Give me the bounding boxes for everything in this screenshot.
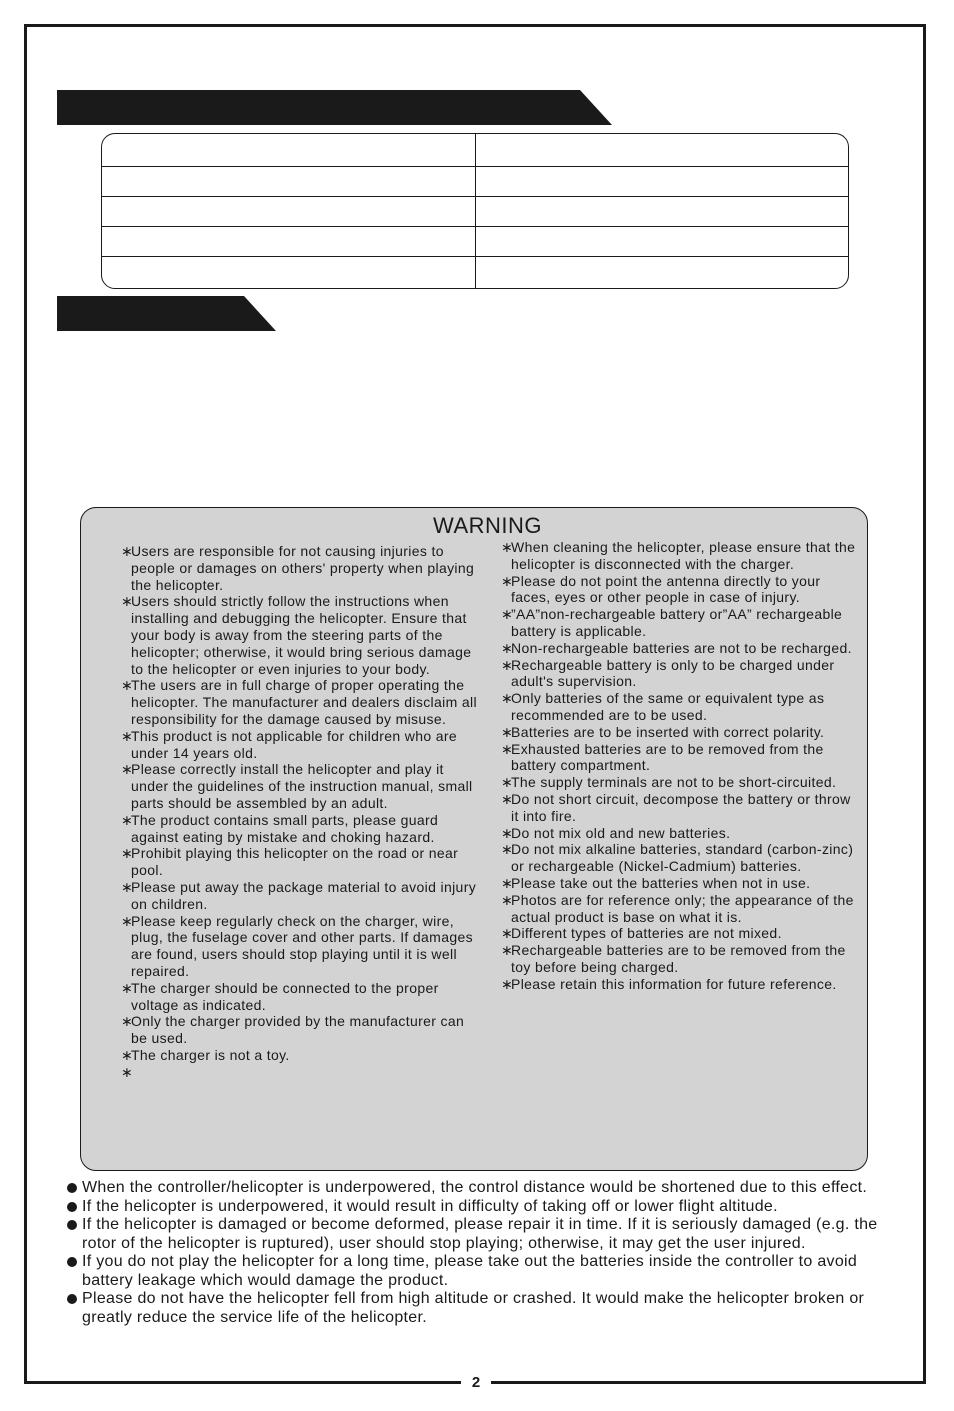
warning-item <box>501 573 861 607</box>
warning-item <box>501 892 861 926</box>
asterisk-icon: ∗ <box>121 979 134 996</box>
asterisk-icon: ∗ <box>501 975 514 992</box>
warning-item-text: Do not short circuit, decompose the battery or throw it into fire. <box>511 790 851 824</box>
warning-item-text: The charger should be connected to the proper voltage as indicated. <box>131 979 439 1013</box>
warning-item <box>501 690 861 724</box>
warning-item-text: Users are responsible for not causing injuries to people or damages on others' property when playing the helicopter. <box>131 543 475 593</box>
asterisk-icon: ∗ <box>501 942 514 959</box>
warning-item-text: Please take out the batteries when not in use. <box>511 874 811 891</box>
page-number: 2 <box>461 1373 491 1393</box>
bullet-icon <box>67 1294 77 1304</box>
note-text: Please do not have the helicopter fell from high altitude or crashed. It would make the helicopter broken or greatly reduce the service life of the helicopter. <box>82 1290 865 1326</box>
note-text: If the helicopter is damaged or become deformed, please repair it in time. If it is seriously damaged (e.g. the rotor of the helicopter is ruptured), user should stop playing; otherwise, it may get the user injured. <box>82 1216 878 1252</box>
spec-cell <box>476 257 848 288</box>
asterisk-icon: ∗ <box>501 790 514 807</box>
warning-item-text: This product is not applicable for children who are under 14 years old. <box>131 727 458 761</box>
warning-item <box>501 925 861 942</box>
warning-item-text: Only the charger provided by the manufacturer can be used. <box>131 1013 465 1047</box>
warning-item-text: Prohibit playing this helicopter on the road or near pool. <box>131 845 459 879</box>
warning-item <box>121 1047 483 1064</box>
spec-cell <box>102 257 476 288</box>
warning-item <box>501 942 861 976</box>
warning-item <box>501 976 861 993</box>
warning-item-text: Non-rechargeable batteries are not to be recharged. <box>511 639 852 656</box>
warning-item <box>501 539 861 573</box>
spec-cell <box>102 167 476 197</box>
warning-item-text: Rechargeable battery is only to be charged under adult's supervision. <box>511 656 835 690</box>
warning-item <box>121 980 483 1014</box>
warning-item <box>121 1064 483 1081</box>
asterisk-icon: ∗ <box>501 572 514 589</box>
note-item <box>66 1253 896 1290</box>
spec-cell <box>476 167 848 197</box>
asterisk-icon: ∗ <box>121 912 134 929</box>
note-item <box>66 1216 896 1253</box>
asterisk-icon: ∗ <box>501 539 514 555</box>
warning-item <box>501 825 861 842</box>
warning-item <box>121 677 483 727</box>
warning-item <box>501 875 861 892</box>
asterisk-icon: ∗ <box>501 690 514 707</box>
spec-cell <box>102 227 476 257</box>
asterisk-icon: ∗ <box>501 740 514 757</box>
warning-item-text: Please correctly install the helicopter and play it under the guidelines of the instruction manual, small parts should be assembled by an adult. <box>131 761 473 811</box>
bullet-icon <box>67 1202 77 1212</box>
warning-item-text: The supply terminals are not to be short-circuited. <box>511 774 837 791</box>
note-text: If the helicopter is underpowered, it would result in difficulty of taking off or lower flight altitude. <box>82 1197 778 1215</box>
note-item <box>66 1290 896 1327</box>
warning-item <box>501 724 861 741</box>
asterisk-icon: ∗ <box>501 656 514 673</box>
spec-cell <box>102 197 476 227</box>
specifications-table <box>101 133 849 289</box>
note-text: When the controller/helicopter is underpowered, the control distance would be shortened due to this effect. <box>82 1179 868 1196</box>
note-item <box>66 1198 896 1217</box>
warning-item <box>501 774 861 791</box>
asterisk-icon: ∗ <box>121 845 134 862</box>
warning-item <box>121 879 483 913</box>
asterisk-icon: ∗ <box>121 1063 134 1080</box>
warning-item <box>501 791 861 825</box>
warning-item-text: Please keep regularly check on the charger, wire, plug, the fuselage cover and other parts. If damages are found, users should stop playing until it is well repaired. <box>131 912 473 979</box>
warning-item-text: When cleaning the helicopter, please ensure that the helicopter is disconnected with the charger. <box>511 539 856 572</box>
bullet-icon <box>67 1257 77 1267</box>
warning-item-text: ”AA”non-rechargeable battery or”AA” rechargeable battery is applicable. <box>511 606 843 639</box>
warning-item-text: The charger is not a toy. <box>131 1046 290 1063</box>
warning-item-text: Batteries are to be inserted with correct polarity. <box>511 723 825 740</box>
asterisk-icon: ∗ <box>121 811 134 828</box>
warning-item-text: Please retain this information for future reference. <box>511 975 837 992</box>
asterisk-icon: ∗ <box>121 1046 134 1063</box>
warning-item-text: Please do not point the antenna directly to your faces, eyes or other people in case of injury. <box>511 572 821 606</box>
spec-cell <box>476 227 848 257</box>
warning-item <box>121 543 483 593</box>
warning-item-text: Exhausted batteries are to be removed from the battery compartment. <box>511 740 824 774</box>
warning-item-text: Different types of batteries are not mixed. <box>511 925 782 942</box>
spec-cell <box>476 197 848 227</box>
asterisk-icon: ∗ <box>121 878 134 895</box>
asterisk-icon: ∗ <box>501 824 514 841</box>
warning-item-text: Do not mix alkaline batteries, standard (carbon-zinc) or rechargeable (Nickel-Cadmium) batteries. <box>511 841 854 875</box>
warning-item-text: The users are in full charge of proper operating the helicopter. The manufacturer and dealers disclaim all responsibility for the damage caused by misuse. <box>131 677 477 727</box>
asterisk-icon: ∗ <box>121 761 134 778</box>
warning-item-text: Do not mix old and new batteries. <box>511 824 731 841</box>
warning-item-text: Only batteries of the same or equivalent type as recommended are to be used. <box>511 690 825 723</box>
warning-item-text: Users should strictly follow the instructions when installing and debugging the helicopter. Ensure that your body is away from the steering parts of the helicopter; otherwise, it would bring serious damage to the helicopter or even injuries to your body. <box>131 593 472 677</box>
asterisk-icon: ∗ <box>501 874 514 891</box>
warning-box <box>80 507 868 1171</box>
asterisk-icon: ∗ <box>121 727 134 744</box>
warning-item <box>121 1013 483 1047</box>
warning-item <box>121 812 483 846</box>
warning-list-right <box>501 539 861 993</box>
warning-item <box>121 913 483 980</box>
bullet-icon <box>67 1220 77 1230</box>
asterisk-icon: ∗ <box>501 925 514 942</box>
section-header-bar-specifications <box>57 90 612 125</box>
warning-item <box>501 640 861 657</box>
warning-item-text: Photos are for reference only; the appearance of the actual product is base on what it is. <box>511 891 854 925</box>
asterisk-icon: ∗ <box>121 1013 134 1030</box>
warning-item <box>121 593 483 677</box>
warning-item-text: Please put away the package material to avoid injury on children. <box>131 878 477 912</box>
warning-item <box>501 606 861 640</box>
section-header-bar <box>57 296 276 331</box>
spec-cell <box>476 134 848 167</box>
note-text: If you do not play the helicopter for a long time, please take out the batteries inside the controller to avoid battery leakage which would damage the product. <box>82 1253 858 1289</box>
asterisk-icon: ∗ <box>121 543 134 559</box>
warning-title: WARNING <box>433 513 543 538</box>
usage-notes-list <box>66 1179 896 1327</box>
note-item <box>66 1179 896 1198</box>
warning-item <box>501 841 861 875</box>
warning-item-text: The product contains small parts, please guard against eating by mistake and choking hazard. <box>131 811 439 845</box>
spec-cell <box>102 134 476 167</box>
warning-item <box>121 728 483 762</box>
warning-list-left <box>121 543 483 1081</box>
asterisk-icon: ∗ <box>501 841 514 858</box>
asterisk-icon: ∗ <box>501 606 514 623</box>
asterisk-icon: ∗ <box>121 677 134 694</box>
warning-item <box>501 741 861 775</box>
warning-item-text: Rechargeable batteries are to be removed from the toy before being charged. <box>511 942 846 975</box>
bullet-icon <box>67 1183 77 1193</box>
asterisk-icon: ∗ <box>121 593 134 610</box>
warning-item <box>121 845 483 879</box>
warning-item <box>501 657 861 691</box>
asterisk-icon: ∗ <box>501 723 514 740</box>
asterisk-icon: ∗ <box>501 891 514 908</box>
asterisk-icon: ∗ <box>501 774 514 791</box>
asterisk-icon: ∗ <box>501 639 514 656</box>
warning-item <box>121 761 483 811</box>
